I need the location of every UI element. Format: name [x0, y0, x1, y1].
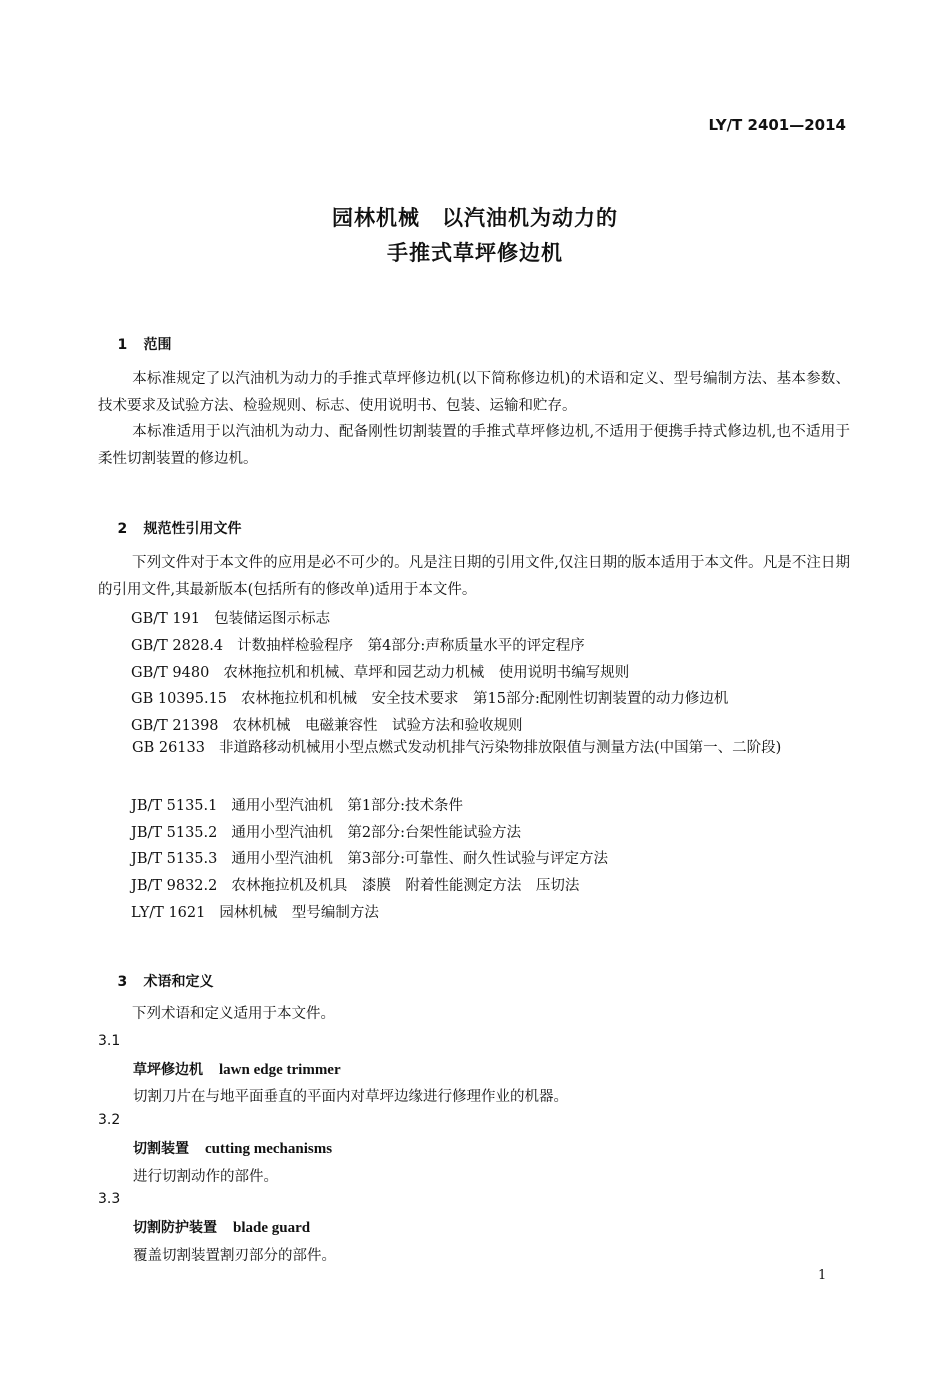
- term-number: 3.2: [98, 1112, 121, 1128]
- section-2-intro: [98, 550, 850, 603]
- section-1-paragraph-2: [98, 419, 850, 472]
- reference-item: GB/T 2828.4 计数抽样检验程序 第4部分:声称质量水平的评定程序: [131, 638, 585, 654]
- paragraph-text: 下列文件对于本文件的应用是必不可少的。凡是注日期的引用文件,仅注日期的版本适用于本文件。凡是不注日期的引用文件,其最新版本(包括所有的修改单)适用于本文件。: [98, 555, 850, 598]
- reference-item: GB 10395.15 农林拖拉机和机械 安全技术要求 第15部分:配刚性切割装置的动力修边机: [131, 691, 729, 707]
- term-number: 3.3: [98, 1191, 121, 1207]
- reference-item: GB/T 9480 农林拖拉机和机械、草坪和园艺动力机械 使用说明书编写规则: [131, 665, 630, 681]
- section-number: 2: [117, 521, 128, 537]
- term-number: 3.1: [98, 1033, 121, 1049]
- reference-item: LY/T 1621 园林机械 型号编制方法: [131, 905, 379, 921]
- term-definition: 切割刀片在与地平面垂直的平面内对草坪边缘进行修理作业的机器。: [133, 1089, 568, 1105]
- reference-item: GB 26133 非道路移动机械用小型点燃式发动机排气污染物排放限值与测量方法(中国第一、二阶段): [132, 740, 782, 756]
- section-3-intro: [98, 1001, 850, 1028]
- section-number: 3: [117, 974, 128, 990]
- paragraph-text: 本标准适用于以汽油机为动力、配备刚性切割装置的手推式草坪修边机,不适用于便携手持式修边机,也不适用于柔性切割装置的修边机。: [98, 424, 850, 467]
- reference-item: GB/T 191 包装储运图示标志: [131, 611, 331, 627]
- paragraph-text: 本标准规定了以汽油机为动力的手推式草坪修边机(以下简称修边机)的术语和定义、型号编制方法、基本参数、技术要求及试验方法、检验规则、标志、使用说明书、包装、运输和贮存。: [98, 371, 850, 414]
- document-title-line1: 园林机械 以汽油机为动力的: [332, 206, 618, 230]
- term-definition: 覆盖切割装置割刃部分的部件。: [133, 1248, 336, 1264]
- section-title: 规范性引用文件: [143, 521, 242, 537]
- page-number: 1: [818, 1268, 827, 1283]
- term-heading: 切割装置 cutting mechanisms: [133, 1141, 333, 1157]
- term-heading: 切割防护装置 blade guard: [133, 1220, 311, 1236]
- paragraph-text: 下列术语和定义适用于本文件。: [132, 1006, 335, 1022]
- reference-item: GB/T 21398 农林机械 电磁兼容性 试验方法和验收规则: [131, 718, 523, 734]
- section-1-paragraph-1: [98, 366, 850, 419]
- section-3-heading: [98, 955, 214, 1007]
- term-definition: 进行切割动作的部件。: [133, 1169, 278, 1185]
- reference-item: JB/T 5135.2 通用小型汽油机 第2部分:台架性能试验方法: [131, 825, 521, 841]
- reference-item: JB/T 5135.1 通用小型汽油机 第1部分:技术条件: [131, 798, 463, 814]
- standard-code: LY/T 2401—2014: [708, 116, 846, 134]
- section-1-heading: [98, 318, 172, 370]
- section-2-heading: [98, 502, 242, 554]
- section-number: 1: [117, 337, 128, 353]
- reference-item: JB/T 5135.3 通用小型汽油机 第3部分:可靠性、耐久性试验与评定方法: [131, 851, 608, 867]
- section-title: 术语和定义: [143, 974, 214, 990]
- section-title: 范围: [143, 337, 172, 353]
- reference-item: JB/T 9832.2 农林拖拉机及机具 漆膜 附着性能测定方法 压切法: [131, 878, 580, 894]
- term-heading: 草坪修边机 lawn edge trimmer: [133, 1062, 341, 1078]
- document-title-line2: 手推式草坪修边机: [387, 241, 563, 265]
